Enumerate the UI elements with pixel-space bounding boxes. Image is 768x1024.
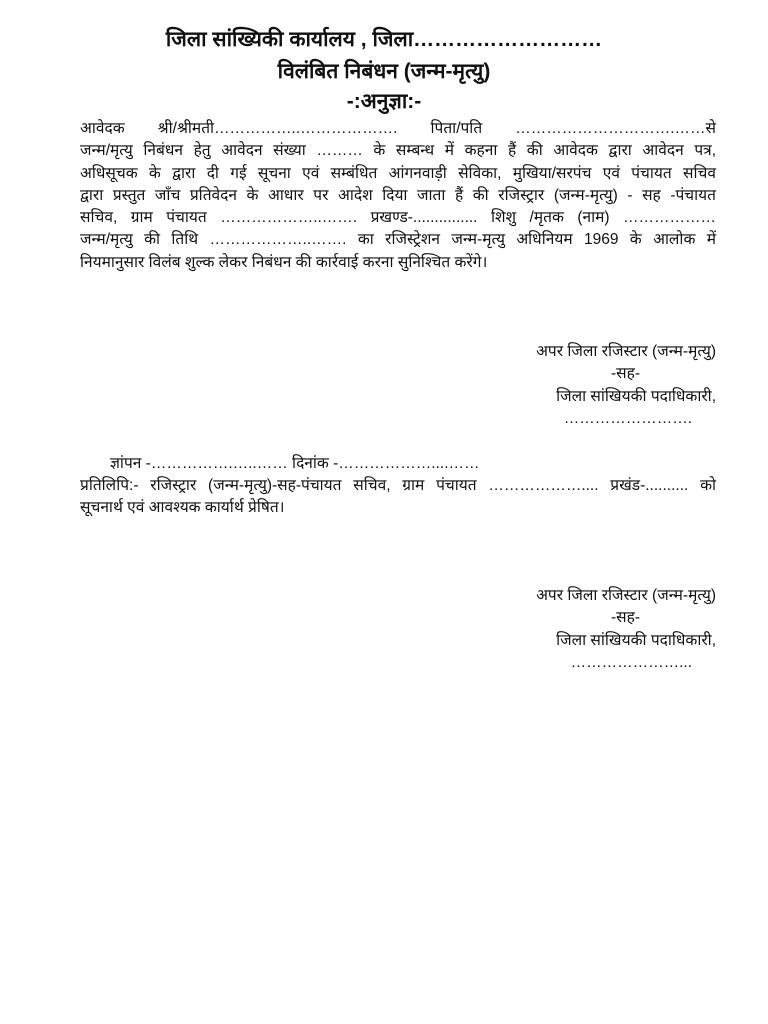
order-body — [80, 118, 716, 274]
signature-designation: अपर जिला रजिस्टार (जन्म-मृत्यु) — [536, 343, 716, 360]
signature-officer: जिला सांखियकी पदाधिकारी, — [556, 631, 716, 649]
copy-to-paragraph — [80, 475, 716, 520]
order-body-line: नियमानुसार विलंब शुल्क लेकर निबंधन की कार्रवाई करना सुनिश्चित करेंगे। — [80, 253, 488, 271]
signature-block-2 — [416, 585, 716, 674]
signature-officer: जिला सांखियकी पदाधिकारी, — [556, 387, 716, 405]
memo-line: ज्ञांपन -…………….…..…… दिनांक -………………....…… — [110, 455, 480, 472]
signature-blank: …………………... — [570, 653, 692, 671]
order-body-line: अधिसूचक के द्वारा दी गई सूचना एवं सम्बंधित आंगनवाड़ी सेविका, मुखिया/सरपंच एवं पंचायत सचिव — [80, 164, 716, 182]
signature-block-1 — [416, 341, 716, 430]
signature-cum: -सह- — [610, 609, 640, 627]
order-body-line: सचिव, ग्राम पंचायत ………………..……. प्रखण्ड-............... शिशु /मृतक (नाम) ……………… — [80, 209, 716, 227]
signature-designation: अपर जिला रजिस्टार (जन्म-मृत्यु) — [536, 587, 716, 604]
signature-blank: ……………………. — [563, 409, 692, 427]
subject-title: विलंबित निबंधन (जन्म-मृत्यु) — [277, 60, 491, 83]
signature-cum: -सह- — [610, 365, 640, 383]
copy-line: प्रतिलिपि:- रजिस्ट्रार (जन्म-मृत्यु)-सह-पंचायत सचिव, ग्राम पंचायत ……………….... प्रखंड-.......... को — [80, 477, 716, 494]
order-body-line: जन्म/मृत्यु की तिथि ………………..……. का रजिस्ट्रेशन जन्म-मृत्यु अधिनियम 1969 के आलोक में — [80, 231, 716, 249]
order-body-line: जन्म/मृत्यु निबंधन हेतु आवेदन संख्या ……… के सम्बन्ध में कहना हैं की आवेदक द्वारा आवेदन पत्र, — [80, 142, 716, 160]
copy-line: सूचनार्थ एवं आवश्यक कार्यार्थ प्रेषित। — [80, 499, 285, 517]
office-title: जिला सांख्यिकी कार्यालय , जिला……………………… — [165, 28, 603, 51]
order-heading: -:अनुज्ञा:- — [346, 90, 422, 113]
order-body-line: आवेदक श्री/श्रीमती……………..………………. पिता/पति ………………………….……से — [80, 120, 716, 137]
order-body-line: द्वारा प्रस्तुत जाँच प्रतिवेदन के आधार पर आदेश दिया जाता हैं की रजिस्ट्रार (जन्म-मृत्यु) - सह -पंचायत — [80, 186, 716, 204]
